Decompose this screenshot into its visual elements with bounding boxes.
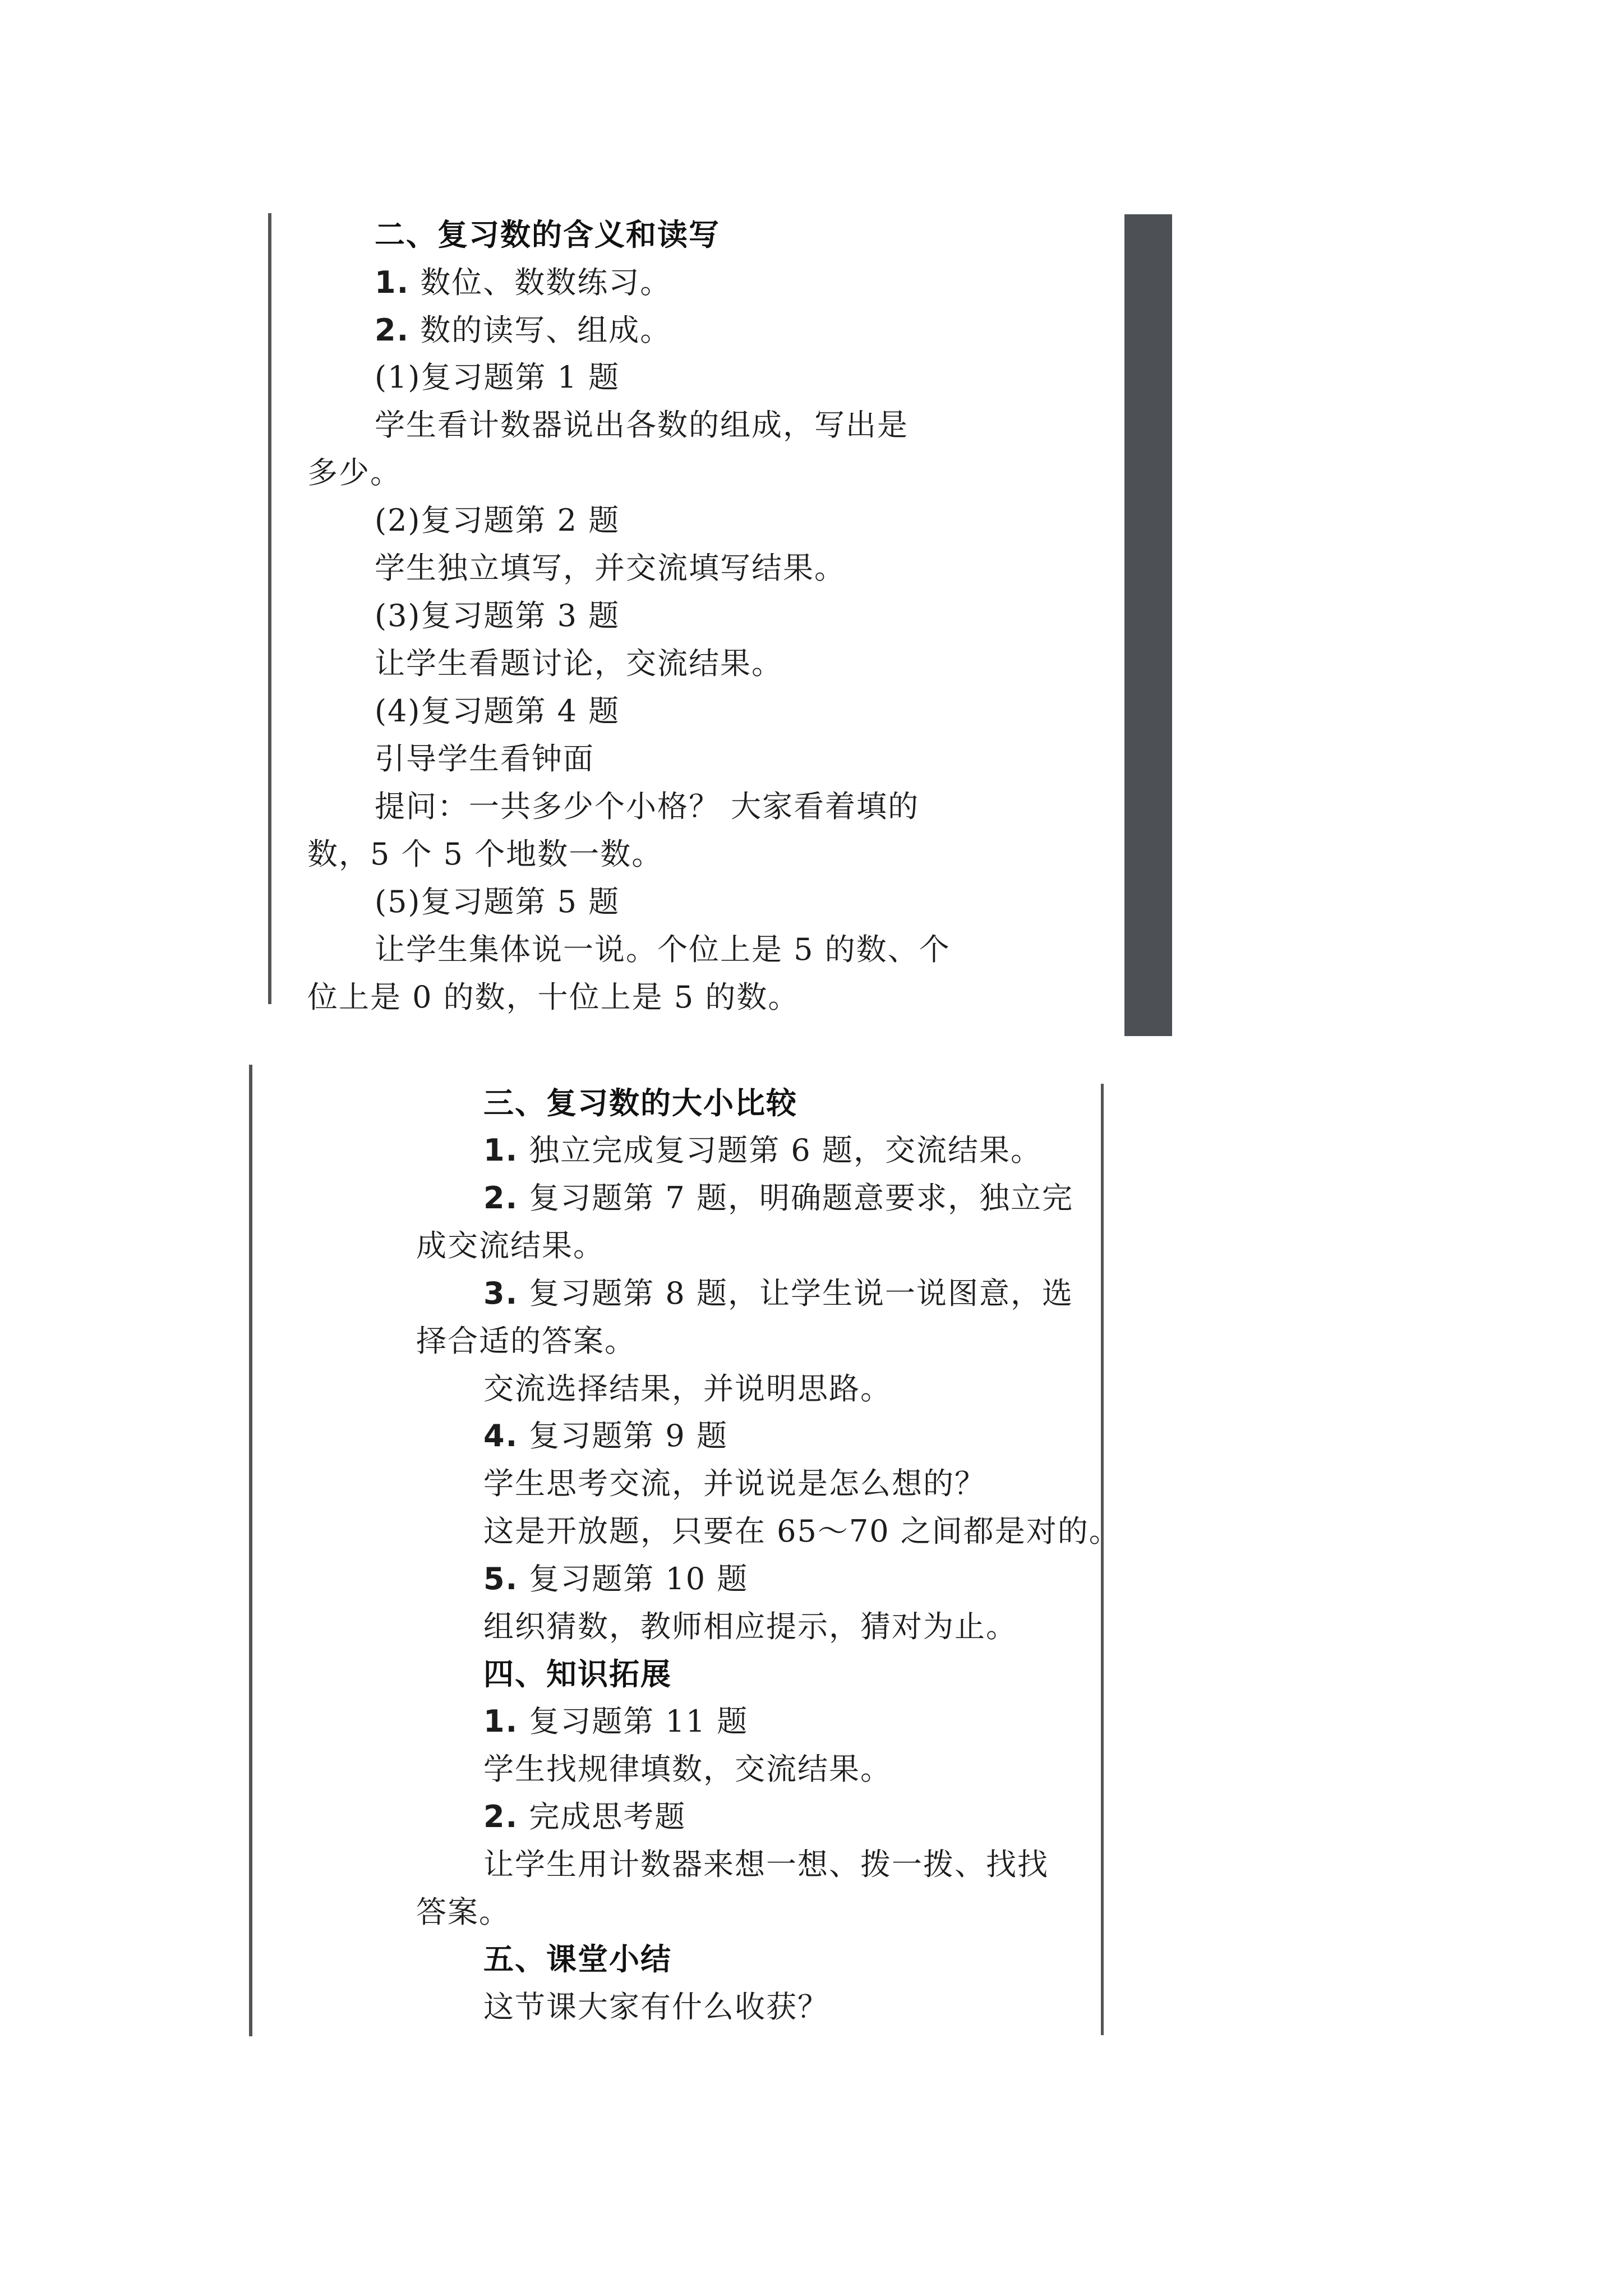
- text-line: 引导学生看钟面: [375, 741, 594, 776]
- section-three-item-2: [483, 1180, 1073, 1216]
- text-line: 这节课大家有什么收获？: [483, 1989, 829, 2024]
- dark-side-bar: [1124, 214, 1172, 1036]
- text-line: 成交流结果。: [416, 1228, 605, 1263]
- text-line: (2)复习题第 2 题: [375, 503, 620, 538]
- section-four-item-2: [483, 1799, 686, 1834]
- text-line: 择合适的答案。: [416, 1323, 636, 1359]
- section-five-heading: 五、课堂小结: [483, 1941, 672, 1977]
- text-line: 学生看计数器说出各数的组成，写出是: [375, 407, 909, 443]
- text-line: 让学生看题讨论，交流结果。: [375, 646, 783, 681]
- left-border-rule: [268, 213, 271, 1004]
- section-two-heading: 二、复习数的含义和读写: [375, 217, 720, 252]
- item-text: 独立完成复习题第 6 题，交流结果。: [529, 1133, 1042, 1168]
- item-text: 复习题第 9 题: [529, 1418, 728, 1453]
- right-border-rule: [1101, 1084, 1104, 2035]
- text-line: 让学生集体说一说。个位上是 5 的数、个: [375, 932, 951, 967]
- section-three-item-5: [483, 1561, 749, 1596]
- item-text: 完成思考题: [529, 1799, 686, 1834]
- text-line: 组织猜数，教师相应提示，猜对为止。: [483, 1609, 1017, 1644]
- text-line: 这是开放题，只要在 65～70 之间都是对的。: [483, 1513, 1121, 1549]
- section-two-item-1: [375, 265, 672, 300]
- section-four-item-1: [483, 1706, 748, 1737]
- item-number: 2.: [483, 1799, 519, 1834]
- item-text: 数位、数数练习。: [420, 265, 672, 300]
- item-number: 1.: [483, 1704, 519, 1739]
- item-number: 1.: [375, 265, 410, 300]
- text-line: (4)复习题第 4 题: [375, 693, 620, 729]
- text-line: 学生思考交流，并说说是怎么想的？: [483, 1466, 986, 1501]
- text-line: (5)复习题第 5 题: [375, 884, 620, 919]
- text-line: (3)复习题第 3 题: [375, 598, 620, 633]
- text-line: 让学生用计数器来想一想、拨一拨、找找: [483, 1847, 1049, 1882]
- left-border-rule: [249, 1065, 252, 2036]
- text-line: 提问：一共多少个小格？ 大家看着填的: [375, 789, 920, 824]
- section-three-item-1: [483, 1135, 1042, 1166]
- item-text: 复习题第 10 题: [529, 1561, 749, 1596]
- section-three-heading: 三、复习数的大小比较: [483, 1085, 797, 1121]
- item-number: 4.: [483, 1418, 519, 1453]
- item-text: 复习题第 8 题，让学生说一说图意，选: [529, 1276, 1073, 1311]
- item-number: 3.: [483, 1276, 519, 1311]
- item-number: 1.: [483, 1133, 519, 1168]
- text-line: 交流选择结果，并说明思路。: [483, 1371, 892, 1406]
- section-three-item-4: [483, 1418, 728, 1453]
- item-text: 复习题第 11 题: [529, 1704, 749, 1739]
- text-line: 学生找规律填数，交流结果。: [483, 1751, 892, 1787]
- text-line: 位上是 0 的数，十位上是 5 的数。: [307, 979, 800, 1015]
- item-number: 2.: [483, 1180, 519, 1216]
- item-text: 数的读写、组成。: [420, 312, 672, 348]
- item-number: 5.: [483, 1561, 519, 1596]
- item-number: 2.: [375, 312, 410, 348]
- text-line: 多少。: [307, 455, 402, 490]
- text-line: (1)复习题第 1 题: [375, 360, 620, 395]
- section-two-item-2: [375, 312, 672, 348]
- text-line: 学生独立填写，并交流填写结果。: [375, 550, 846, 586]
- section-three-item-3: [483, 1278, 1073, 1309]
- text-line: 数，5 个 5 个地数一数。: [307, 836, 663, 872]
- item-text: 复习题第 7 题，明确题意要求，独立完: [529, 1180, 1073, 1216]
- section-four-heading: 四、知识拓展: [483, 1657, 672, 1692]
- text-line: 答案。: [416, 1894, 510, 1930]
